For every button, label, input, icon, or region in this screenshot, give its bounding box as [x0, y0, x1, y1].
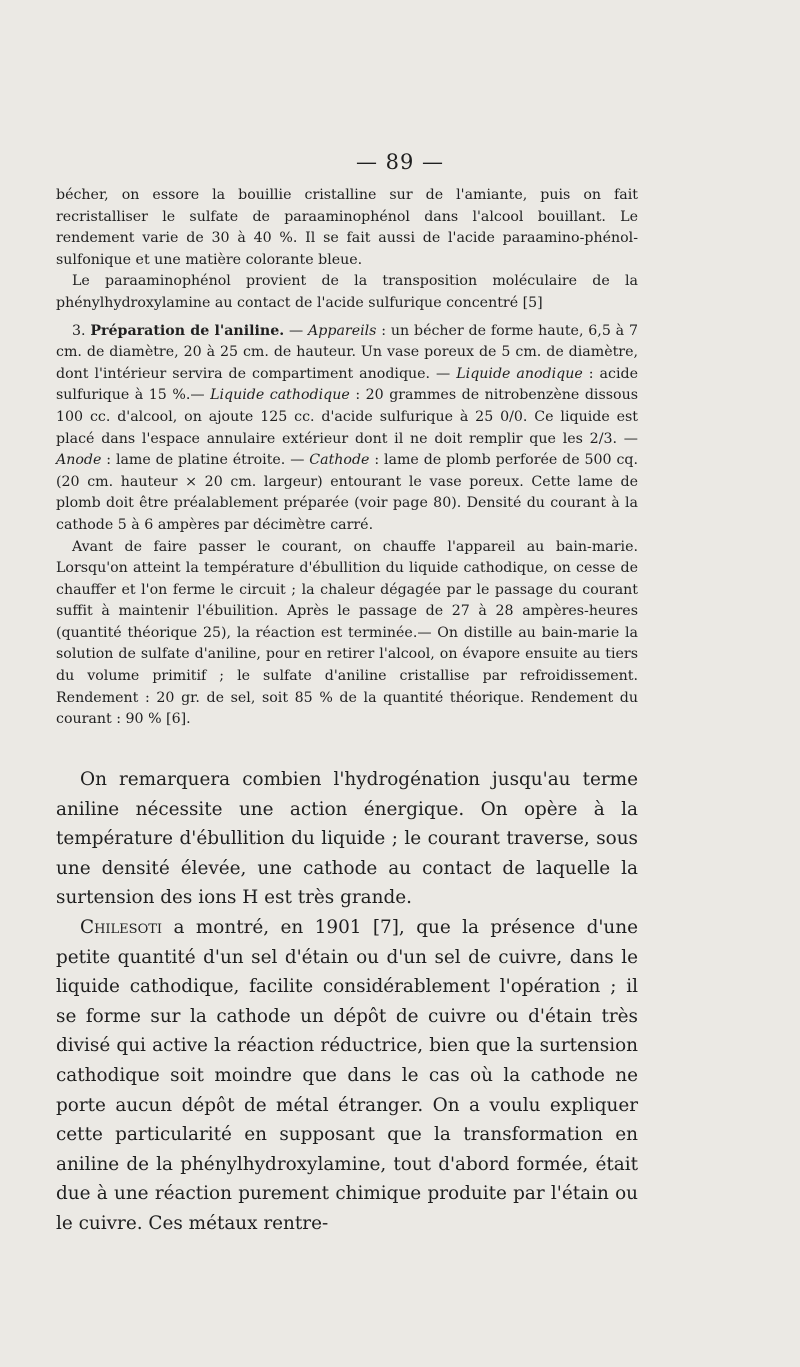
paragraph-preparation: 3. Préparation de l'aniline. — Appareils : un bécher de forme haute, 6,5 à 7 cm. de diamètre, 20 à 25 cm. de hauteur. Un vase poreux de 5 cm. de diamètre, dont l'intérieur servira de compartiment anodique. — Liquide anodique : acide sulfurique à 15 %.— Liquide cathodique : 20 grammes de nitrobenzène dissous 100 cc. d'alcool, on ajoute 125 cc. d'acide sulfurique à 25 0/0. Ce liquide est placé dans l'espace annulaire extérieur dont il ne doit remplir que les 2/3. — Anode : lame de platine étroite. — Cathode : lame de plomb perforée de 500 cq. (20 cm. hauteur × 20 cm. largeur) entourant le vase poreux. Cette lame de plomb doit être préalablement préparée (voir page 80). Densité du courant à la cathode 5 à 6 ampères par décimètre carré.	[56, 322, 638, 533]
paragraph-chilesoti: Chilesoti a montré, en 1901 [7], que la présence d'une petite quantité d'un sel d'étain ou d'un sel de cuivre, dans le liquide cathodique, facilite considérablement l'opération ; il se forme sur la cathode un dépôt de cuivre ou d'étain très divisé qui active la réaction réductrice, bien que la surtension cathodique soit moindre que dans le cas où la cathode ne porte aucun dépôt de métal étranger. On a voulu expliquer cette particularité en supposant que la transformation en aniline de la phénylhydroxylamine, tout d'abord formée, était due à une réaction purement chimique produite par l'étain ou le cuivre. Ces métaux rentre-	[56, 916, 638, 1234]
label-appareils: Appareils	[308, 322, 377, 339]
label-anode: Anode	[56, 452, 102, 469]
page-number: — 89 —	[355, 150, 445, 174]
label-liquide-cathodique: Liquide cathodique	[210, 387, 350, 404]
label-liquide-anodique: Liquide anodique	[456, 365, 583, 382]
paragraph-paraaminophenol: Le paraaminophénol provient de la transposition moléculaire de la phénylhydroxylamine au contact de l'acide sulfurique concentré [5]	[56, 273, 638, 311]
small-print-block	[56, 185, 638, 731]
main-text-block	[56, 765, 638, 1239]
paragraph-hydrogenation: On remarquera combien l'hydrogénation jusqu'au terme aniline nécessite une action énergique. On opère à la température d'ébullition du liquide ; le courant traverse, sous une densité élevée, une cathode au contact de laquelle la surtension des ions H est très grande.	[56, 769, 638, 909]
paragraph-procedure: Avant de faire passer le courant, on chauffe l'appareil au bain-marie. Lorsqu'on atteint la température d'ébullition du liquide cathodique, on cesse de chauffer et l'on ferme le circuit ; la chaleur dégagée par le passage du courant suffit à maintenir l'ébuilition. Après le passage de 27 à 28 ampères-heures (quantité théorique 25), la réaction est terminée.— On distille au bain-marie la solution de sulfate d'aniline, pour en retirer l'alcool, on évapore ensuite au tiers du volume primitif ; le sulfate d'aniline cristallise par refroidissement. Rendement : 20 gr. de sel, soit 85 % de la quantité théorique. Rendement du courant : 90 % [6].	[56, 538, 638, 728]
paragraph-continuation: bécher, on essore la bouillie cristalline sur de l'amiante, puis on fait recristalliser le sulfate de paraaminophénol dans l'alcool bouillant. Le rendement varie de 30 à 40 %. Il se fait aussi de l'acide paraamino-phénol-sulfonique et une matière colorante bleue.	[56, 187, 638, 268]
label-cathode: Cathode	[309, 452, 370, 469]
section-number: 3.	[72, 322, 91, 339]
section-heading: Préparation de l'aniline.	[90, 322, 285, 339]
author-name: Chilesoti	[80, 916, 163, 938]
